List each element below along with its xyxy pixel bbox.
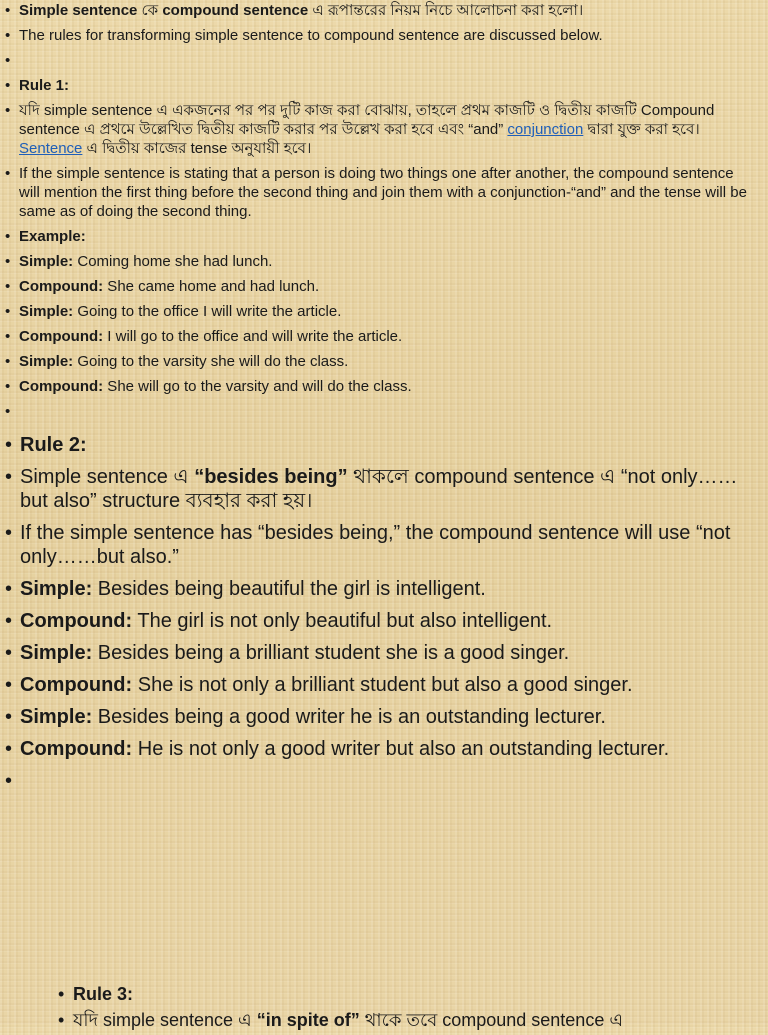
rule-3-title (73, 983, 753, 1005)
rule-1-bn-c: এ দ্বিতীয় কাজের tense অনুযায়ী হবে। (82, 140, 312, 157)
example-label-simple: Simple: (20, 578, 93, 600)
example-label-simple: Simple: (20, 706, 93, 728)
example-label-compound: Compound: (20, 610, 133, 632)
rule-2-title (20, 433, 750, 457)
example-label-simple: Simple: (20, 642, 93, 664)
example-label-simple: Simple: (19, 303, 74, 320)
example-text: Going to the varsity she will do the class. (73, 353, 349, 370)
example-item (20, 609, 750, 633)
example-text: Besides being a good writer he is an outstanding lecturer. (92, 706, 606, 728)
rule-3-bn-b: থাকে তবে compound sentence এ (359, 1010, 624, 1030)
rule-2-english: • If the simple sentence has “besides being,” the compound sentence will use “not only……but also.” (20, 521, 750, 569)
rule-1-title-text: Rule 1: (19, 77, 70, 94)
example-text: Besides being beautiful the girl is intelligent. (92, 578, 486, 600)
intro-compound: compound sentence (162, 2, 309, 19)
empty-bullet (19, 51, 749, 70)
rule-2-bn-b: থাকলে compound sentence এ “not only……but also” structure ব্যবহার করা হয়। (20, 466, 738, 512)
rule-1-bangla (19, 101, 749, 158)
intro-rest: এ রূপান্তরের নিয়ম নিচে আলোচনা করা হলো। (308, 2, 584, 19)
example-item (19, 277, 749, 296)
example-item (20, 737, 750, 761)
rule-3-bangla (73, 1009, 753, 1031)
rules-section-1 (19, 1, 749, 427)
rule-3-bn-a: যদি simple sentence এ (73, 1010, 257, 1030)
example-item (20, 705, 750, 729)
example-label (19, 227, 749, 246)
rules-section-2 (20, 433, 750, 801)
example-text: Going to the office I will write the article. (73, 303, 342, 320)
rule-2-bn-strong: “besides being” (194, 466, 348, 488)
empty-bullet (20, 769, 750, 793)
rule-3-bn-strong: “in spite of” (256, 1010, 360, 1030)
rule-2-title-text: Rule 2: (20, 434, 87, 456)
example-item (19, 252, 749, 271)
sentence-link[interactable]: Sentence (19, 140, 83, 157)
example-label-compound: Compound: (19, 328, 104, 345)
example-text: Coming home she had lunch. (73, 253, 273, 270)
example-label-compound: Compound: (20, 674, 133, 696)
example-item (19, 302, 749, 321)
example-text: She will go to the varsity and will do the class. (103, 378, 412, 395)
rules-section-3 (73, 983, 753, 1035)
example-text: Besides being a brilliant student she is a good singer. (92, 642, 570, 664)
intro-simple: Simple sentence (19, 2, 138, 19)
example-item (20, 641, 750, 665)
rule-1-bn-a: যদি simple sentence এ একজনের পর পর দুটি কাজ করা বোঝায়, তাহলে প্রথম কাজটি ও দ্বিতীয় কাজটি Compound sentence এ প্রথমে উল্লেখিত দ্বিতীয় কাজটি করার পর উল্লেখ করা হবে এবং “and” (19, 102, 715, 138)
example-item (19, 352, 749, 371)
rule-1-english: • If the simple sentence is stating that a person is doing two things one after another, the compound sentence will mention the first thing before the second thing and join them with a conjunction-“and” and the tense will be same as of doing the second thing. (19, 164, 749, 221)
example-text: The girl is not only beautiful but also intelligent. (132, 610, 553, 632)
example-label-compound: Compound: (20, 738, 133, 760)
example-label-compound: Compound: (19, 278, 104, 295)
example-text: He is not only a good writer but also an outstanding lecturer. (132, 738, 670, 760)
rules-intro: • The rules for transforming simple sentence to compound sentence are discussed below. (19, 26, 749, 45)
rule-3-title-text: Rule 3: (73, 984, 134, 1004)
example-item (19, 327, 749, 346)
rule-2-bangla (20, 465, 750, 513)
rule-2-bn-a: Simple sentence এ (20, 466, 195, 488)
rule-1-bn-b: দ্বারা যুক্ত করা হবে। (583, 121, 700, 138)
example-item (20, 673, 750, 697)
example-item (19, 377, 749, 396)
example-label-simple: Simple: (19, 353, 74, 370)
example-text: I will go to the office and will write the article. (103, 328, 403, 345)
example-label-simple: Simple: (19, 253, 74, 270)
example-label-text: Example: (19, 228, 86, 245)
conjunction-link[interactable]: conjunction (507, 121, 584, 138)
intro-mid: কে (137, 2, 163, 19)
empty-bullet (19, 402, 749, 421)
example-text: She is not only a brilliant student but also a good singer. (132, 674, 633, 696)
example-text: She came home and had lunch. (103, 278, 320, 295)
example-item (20, 577, 750, 601)
example-label-compound: Compound: (19, 378, 104, 395)
rule-1-title (19, 76, 749, 95)
intro-bullet (19, 1, 749, 20)
